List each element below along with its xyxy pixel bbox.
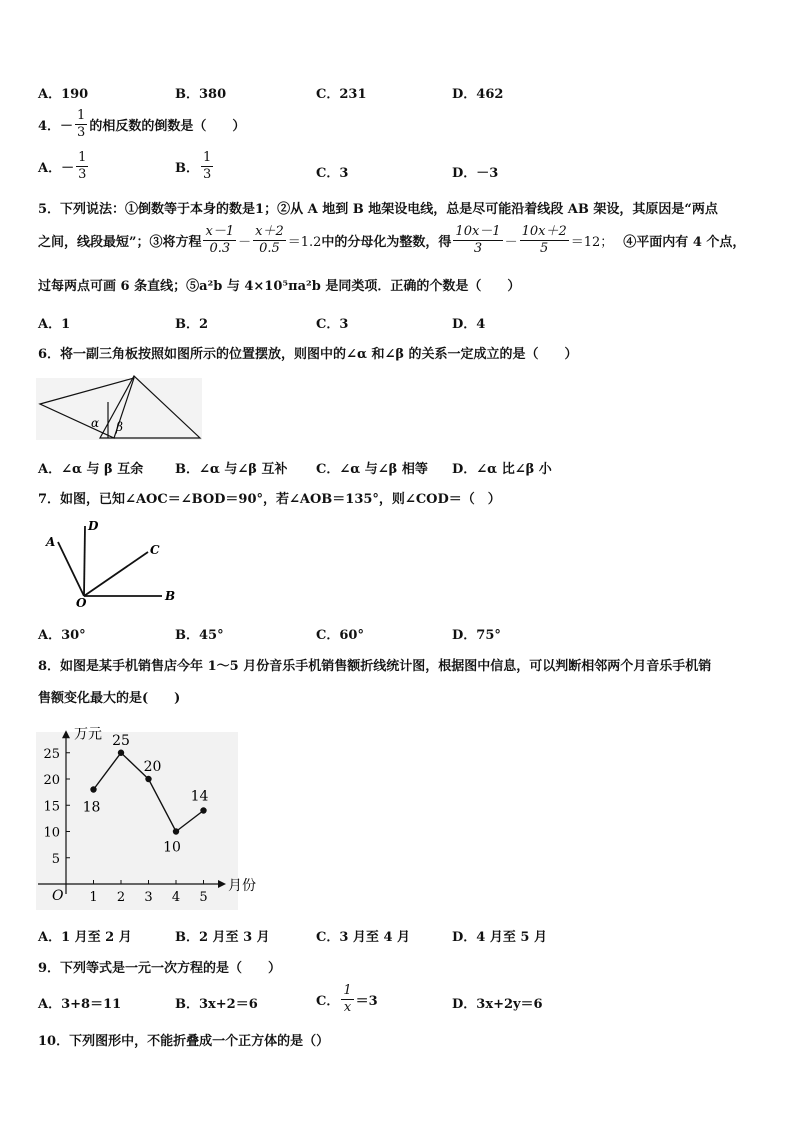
q3-option-b: B．380 — [175, 87, 227, 102]
q9-option-a: A．3+8＝11 — [38, 997, 122, 1012]
q5-option-b: B．2 — [175, 317, 209, 332]
q8-sales-line-chart — [36, 716, 264, 912]
q5-option-c: C．3 — [316, 317, 349, 332]
alpha-label: α — [91, 416, 100, 430]
label-d: D — [88, 519, 99, 533]
q6-option-a: A．∠α 与 β 互余 — [38, 462, 144, 477]
q9-option-b: B．3x+2＝6 — [175, 997, 258, 1012]
q5-line3: 过每两点可画 6 条直线；⑤a²b 与 4×10⁵πa²b 是同类项．正确的个数是（ ） — [38, 279, 521, 294]
label-b: B — [165, 589, 176, 603]
x-tick-label: 1 — [89, 890, 98, 905]
q4-option-c: C．3 — [316, 166, 349, 181]
q6-option-d: D．∠α 比∠β 小 — [452, 462, 552, 477]
q4-option-a: A．－ $\frac{1}{3}$ — [38, 150, 87, 182]
q8-line2: 售额变化最大的是( ) — [38, 691, 181, 706]
data-label: 14 — [190, 788, 209, 805]
q6-triangle-figure — [36, 372, 204, 444]
y-tick-label: 10 — [43, 825, 60, 841]
q7-stem: 7．如图，已知∠AOC＝∠BOD＝90°，若∠AOB＝135°，则∠COD＝（ ） — [38, 492, 501, 507]
q7-option-d: D．75° — [452, 628, 501, 643]
data-point — [173, 828, 179, 834]
q8-option-d: D．4 月至 5 月 — [452, 930, 547, 945]
y-tick-label: 25 — [43, 746, 60, 762]
q6-option-b: B．∠α 与∠β 互补 — [175, 462, 288, 477]
q9-option-c: C． $\frac{1}{x}$ ＝3 — [316, 983, 378, 1015]
q3-option-a: A．190 — [38, 87, 89, 102]
q3-option-d: D．462 — [452, 87, 504, 102]
y-tick-label: 15 — [43, 799, 60, 815]
q10-stem: 10．下列图形中，不能折叠成一个正方体的是（） — [38, 1034, 330, 1049]
data-label: 20 — [143, 759, 162, 775]
data-point — [200, 807, 206, 813]
q8-option-c: C．3 月至 4 月 — [316, 930, 411, 945]
ray-oa — [58, 542, 84, 596]
ray-od — [84, 526, 85, 596]
q8-line1: 8．如图是某手机销售店今年 1～5 月份音乐手机销售额折线统计图，根据图中信息，可以判断相邻两个月音乐手机销 — [38, 659, 712, 674]
x-tick-label: 4 — [171, 890, 181, 905]
beta-label: β — [116, 420, 123, 434]
q7-option-c: C．60° — [316, 628, 364, 643]
x-tick-label: 2 — [116, 890, 126, 905]
data-point — [90, 786, 96, 792]
q7-angle-figure — [40, 516, 190, 608]
q6-stem: 6．将一副三角板按照如图所示的位置摆放，则图中的∠α 和∠β 的关系一定成立的是（ ） — [38, 347, 578, 362]
q9-stem: 9．下列等式是一元一次方程的是（ ） — [38, 961, 282, 976]
x-tick-label: 5 — [199, 890, 208, 905]
ray-oc — [84, 552, 148, 596]
q7-option-a: A．30° — [38, 628, 86, 643]
label-c: C — [150, 543, 160, 557]
data-point — [145, 776, 151, 782]
q5-line2: 之间，线段最短”；③将方程 $\frac{x-1}{0.3}$ － $\frac{x+2}{0.5}$ ＝1.2 中的分母化为整数，得 $\frac{10x-1}{3}$ － $\frac{10x+2}{5}$ ＝12； ④平面内有 4 个点， — [38, 224, 746, 256]
data-label: 18 — [82, 799, 101, 816]
y-axis-label: 万元 — [74, 726, 102, 743]
q4-option-d: D．－3 — [452, 166, 499, 181]
q5-option-a: A．1 — [38, 317, 71, 332]
y-tick-label: 20 — [43, 773, 60, 788]
x-axis-label: 月份 — [228, 878, 256, 894]
q4-stem: 4．－ $\frac{1}{3}$ 的相反数的倒数是（ ） — [38, 108, 246, 140]
data-label: 25 — [112, 732, 130, 749]
y-tick-label: 5 — [51, 851, 60, 867]
q4-fraction: $\frac{1}{3}$ — [77, 108, 86, 140]
x-tick-label: 3 — [144, 890, 153, 905]
q4-option-b: B． $\frac{1}{3}$ — [175, 150, 212, 182]
q6-option-c: C．∠α 与∠β 相等 — [316, 462, 428, 477]
q5-option-d: D．4 — [452, 317, 486, 332]
q9-option-d: D．3x+2y＝6 — [452, 997, 543, 1012]
q8-option-a: A．1 月至 2 月 — [38, 930, 132, 945]
q5-line1: 5．下列说法：①倒数等于本身的数是1；②从 A 地到 B 地架设电线，总是尽可能沿着线段 AB 架设，其原因是“两点 — [38, 202, 718, 217]
data-point — [118, 750, 124, 756]
label-o: O — [76, 596, 87, 608]
data-label: 10 — [163, 839, 181, 856]
q3-option-c: C．231 — [316, 87, 367, 102]
label-a: A — [46, 535, 56, 549]
origin-label: O — [52, 888, 64, 904]
q7-option-b: B．45° — [175, 628, 224, 643]
q8-option-b: B．2 月至 3 月 — [175, 930, 270, 945]
